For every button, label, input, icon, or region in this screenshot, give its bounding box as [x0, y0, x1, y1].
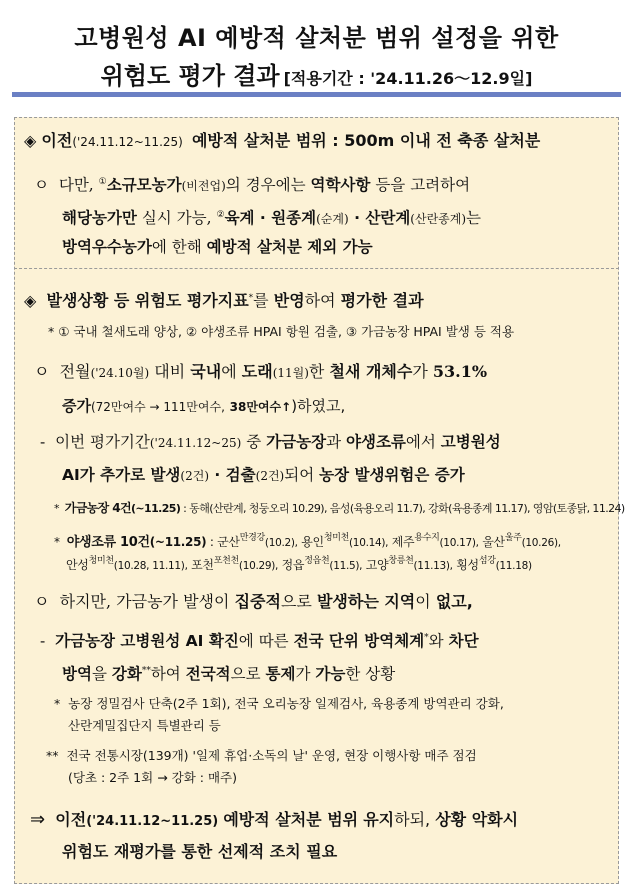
s1-line-3: 방역우수농가에 한해 예방적 살처분 제외 가능 [62, 238, 373, 256]
section-separator [14, 268, 619, 269]
s2-para-2-cont: AI가 추가로 발생(2건) · 검출(2건)되어 농장 발생위험은 증가 [62, 466, 465, 484]
wild-bird-detection-item: 군산$^{만경강}$(10.2), [217, 533, 298, 549]
wild-bird-detection-item: 고양$^{창릉천}$(11.13), [365, 556, 453, 572]
s1-line-2: 해당농가만 실시 가능, ②육계 · 원종계(순계) · 산란계(산란종계)는 [62, 209, 482, 227]
control-note-2: ** 전국 전통시장(139개) '일제 휴업·소독의 날' 운영, 현장 이행사항 매주 점검 [46, 748, 477, 763]
control-note-2-cont: (당초 : 2주 1회 → 강화 : 매주) [68, 770, 237, 785]
s2-para-4-cont: 방역을 강화**하여 전국적으로 통제가 가능한 상황 [62, 665, 396, 683]
conclusion-line-2: 위험도 재평가를 통한 선제적 조치 필요 [62, 842, 338, 861]
prev-range-heading: ◈ 이전('24.11.12~11.25) 예방적 살처분 범위 : 500m 이내 전 축종 살처분 [24, 131, 541, 150]
wild-bird-detection-item: 포천$^{포천천}$(10.29), [191, 556, 279, 572]
title-line-1: 고병원성 AI 예방적 살처분 범위 설정을 위한 [74, 24, 559, 52]
diamond-bullet-icon: ◈ [24, 131, 37, 150]
s2-para-1: ㅇ 전월('24.10월) 대비 국내에 도래(11월)한 철새 개체수가 53.1% [34, 362, 488, 381]
control-note-1: * 농장 정밀검사 단축(2주 1회), 전국 오리농장 일제검사, 육용종계 방역관리 강화, [54, 696, 504, 711]
assessment-heading: ◈ 발생상황 등 위험도 평가지표*를 반영하여 평가한 결과 [24, 291, 424, 310]
wild-bird-list-line-2 [66, 551, 532, 576]
wild-bird-list-line-1: * 야생조류 10건(~11.25) : 군산$^{만경강}$(10.2), 용인$^{청미천}$(10.14), 제주$^{용수지}$(10.17), 울산$^{울주}$(10.26), [54, 533, 561, 550]
double-arrow-icon: ⇒ [30, 809, 46, 830]
wild-bird-detection-item: 정읍$^{정읍천}$(11.5), [281, 556, 363, 572]
s2-para-4: - 가금농장 고병원성 AI 확진에 따른 전국 단위 방역체계*와 차단 [40, 632, 479, 650]
wild-bird-detection-item: 안성$^{청미천}$(10.28, 11.11), [66, 556, 188, 572]
s2-para-3: ㅇ 하지만, 가금농가 발생이 집중적으로 발생하는 지역이 없고, [34, 592, 473, 611]
wild-bird-detection-item: 횡성$^{섬강}$(11.18) [456, 556, 532, 572]
diamond-bullet-icon: ◈ [24, 291, 37, 310]
title-main: 위험도 평가 결과 [100, 62, 280, 90]
title-line-2 [12, 56, 621, 91]
s1-line-1: ㅇ 다만, ①소규모농가(비전업)의 경우에는 역학사항 등을 고려하여 [34, 176, 471, 194]
title-period: [적용기간 : '24.11.26～12.9일] [283, 69, 533, 88]
wild-bird-detection-item: 용인$^{청미천}$(10.14), [301, 533, 389, 549]
control-note-1-cont: 산란계밀집단지 특별관리 등 [68, 718, 221, 733]
indicator-note: * ① 국내 철새도래 양상, ② 야생조류 HPAI 항원 검출, ③ 가금농장 HPAI 발생 등 적용 [48, 324, 515, 339]
s2-para-2: - 이번 평가기간('24.11.12~25) 중 가금농장과 야생조류에서 고병원성 [40, 433, 501, 451]
title-divider-bar [12, 92, 621, 97]
s2-para-1-cont: 증가(72만여수 → 111만여수, 38만여수↑)하였고, [62, 397, 346, 415]
conclusion-line-1: ⇒ 이전('24.11.12~11.25) 예방적 살처분 범위 유지하되, 상황 악화시 [30, 809, 519, 830]
wild-bird-detection-item: 울산$^{울주}$(10.26), [482, 533, 561, 549]
wild-bird-detection-item: 제주$^{용수지}$(10.17), [391, 533, 479, 549]
title-block [12, 14, 621, 88]
farm-outbreak-list: * 가금농장 4건(~11.25) : 동해(산란계, 청둥오리 10.29), 음성(육용오리 11.7), 강화(육용종계 11.17), 영암(토종닭, 11.24) [54, 501, 625, 515]
